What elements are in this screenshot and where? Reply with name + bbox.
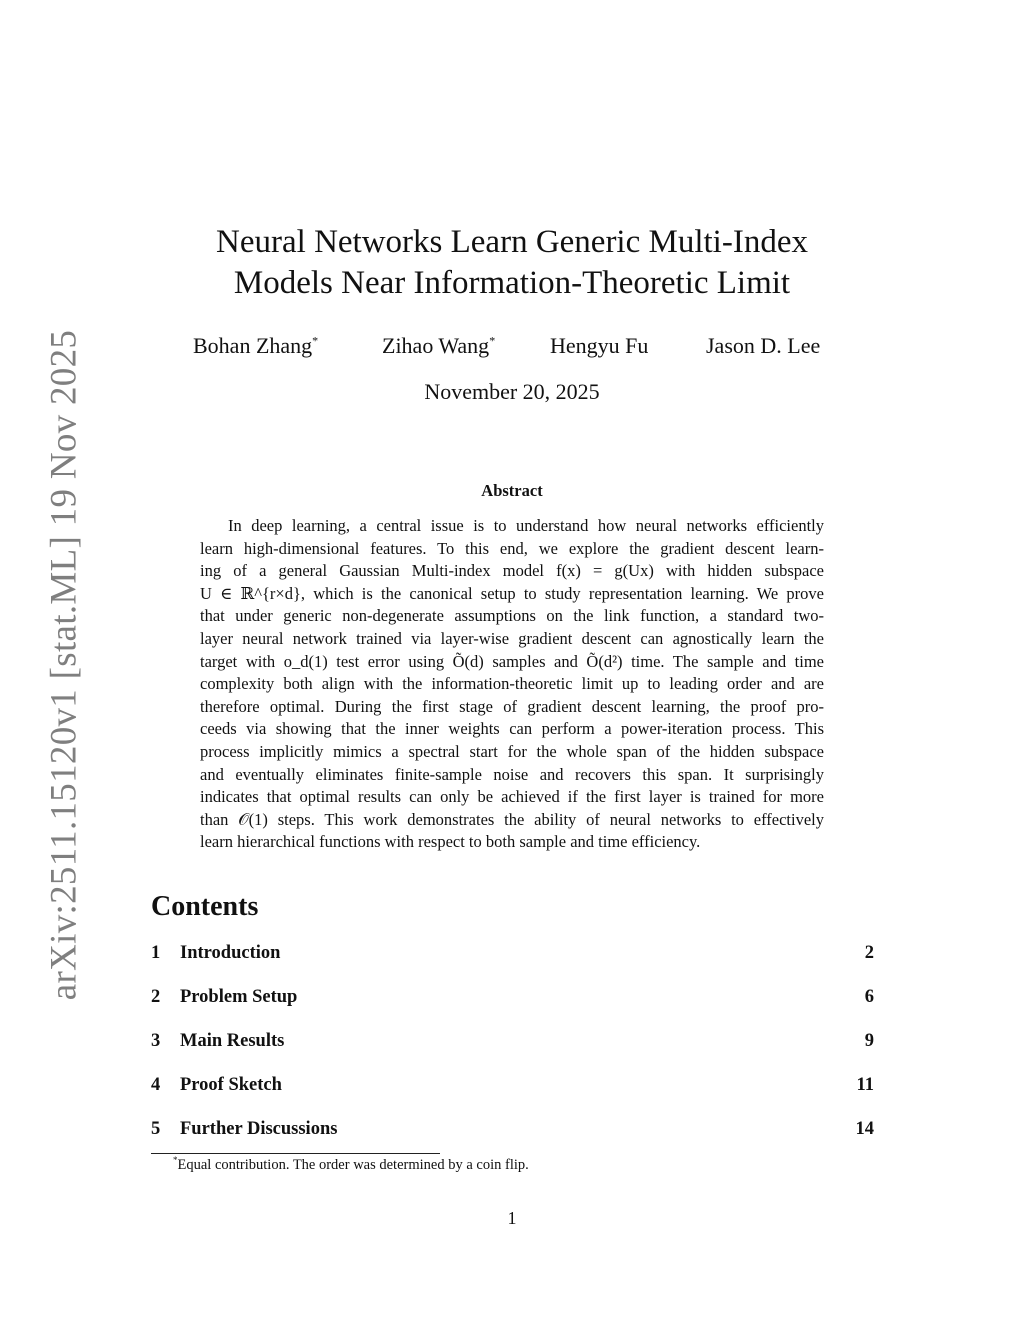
abstract-line: In deep learning, a central issue is to understand how neural networks efficiently xyxy=(228,516,824,535)
author-4: Jason D. Lee xyxy=(706,333,821,358)
abstract-line: therefore optimal. During the first stage of gradient descent learning, the proof pro- xyxy=(200,696,824,716)
abstract-line: ing of a general Gaussian Multi-index model f(x) = g(Ux) with hidden subspace xyxy=(200,561,824,581)
abstract-line: ceeds via showing that the inner weights can perform a power-iteration process. This xyxy=(200,719,824,739)
abstract-line: indicates that optimal results can only be achieved if the first layer is trained for more xyxy=(200,787,824,807)
toc-entry-introduction[interactable] xyxy=(151,943,874,987)
author-1: Bohan Zhang* xyxy=(193,333,319,358)
toc-number: 4 xyxy=(151,1075,161,1095)
abstract-line: that under generic non-degenerate assumptions on the link function, a standard two- xyxy=(200,606,824,626)
toc-title: Proof Sketch xyxy=(180,1075,282,1095)
title-line-2: Models Near Information-Theoretic Limit xyxy=(233,265,791,301)
toc-title: Problem Setup xyxy=(180,987,298,1007)
page-number: 1 xyxy=(507,1208,517,1228)
toc-page: 14 xyxy=(855,1119,874,1139)
toc-number: 1 xyxy=(151,943,161,963)
toc-title: Further Discussions xyxy=(180,1119,338,1139)
toc-page: 6 xyxy=(864,987,874,1007)
toc-entry-problem-setup[interactable] xyxy=(151,987,874,1031)
author-list xyxy=(193,333,853,363)
paper-date: November 20, 2025 xyxy=(424,379,600,404)
author-2: Zihao Wang* xyxy=(382,333,496,358)
toc-number: 3 xyxy=(151,1031,161,1051)
abstract-line: layer neural network trained via layer-wise gradient descent can agnostically learn the xyxy=(200,628,824,648)
abstract-line: U ∈ ℝ^{r×d}, which is the canonical setup to study representation learning. We prove xyxy=(200,583,824,603)
paper-title xyxy=(0,222,1024,304)
author-3: Hengyu Fu xyxy=(550,333,649,358)
toc-title: Main Results xyxy=(180,1031,285,1051)
abstract-line: learn hierarchical functions with respect to both sample and time efficiency. xyxy=(200,832,701,852)
footnote-mark: * xyxy=(173,1155,178,1166)
abstract-line: complexity both align with the information-theoretic limit up to leading order and are xyxy=(200,674,824,694)
toc-page: 11 xyxy=(856,1075,874,1095)
abstract-line: learn high-dimensional features. To this end, we explore the gradient descent learn- xyxy=(200,538,824,558)
toc-entry-proof-sketch[interactable] xyxy=(151,1075,874,1119)
abstract-body xyxy=(200,515,824,854)
footnote-divider xyxy=(151,1153,440,1154)
toc-page: 9 xyxy=(864,1031,874,1051)
abstract-line: target with o_d(1) test error using Õ(d) samples and Õ(d²) time. The sample and time xyxy=(200,651,824,671)
abstract-line: than 𝒪(1) steps. This work demonstrates the ability of neural networks to effectively xyxy=(200,809,824,829)
footnote-text: Equal contribution. The order was determined by a coin flip. xyxy=(177,1157,529,1173)
abstract-line: and eventually eliminates finite-sample noise and recovers this span. It surprisingly xyxy=(200,764,824,784)
toc-page: 2 xyxy=(864,943,874,963)
toc-number: 2 xyxy=(151,987,161,1007)
abstract-line: process implicitly mimics a spectral start for the whole span of the hidden subspace xyxy=(200,741,824,761)
title-line-1: Neural Networks Learn Generic Multi-Index xyxy=(216,224,808,260)
footnote xyxy=(173,1157,529,1174)
toc-title: Introduction xyxy=(180,943,281,963)
contents-heading: Contents xyxy=(151,891,259,922)
toc-number: 5 xyxy=(151,1119,161,1139)
toc-entry-main-results[interactable] xyxy=(151,1031,874,1075)
abstract-heading: Abstract xyxy=(481,481,543,500)
arxiv-side-stamp: arXiv:2511.15120v1 [stat.ML] 19 Nov 2025 xyxy=(43,329,85,1001)
